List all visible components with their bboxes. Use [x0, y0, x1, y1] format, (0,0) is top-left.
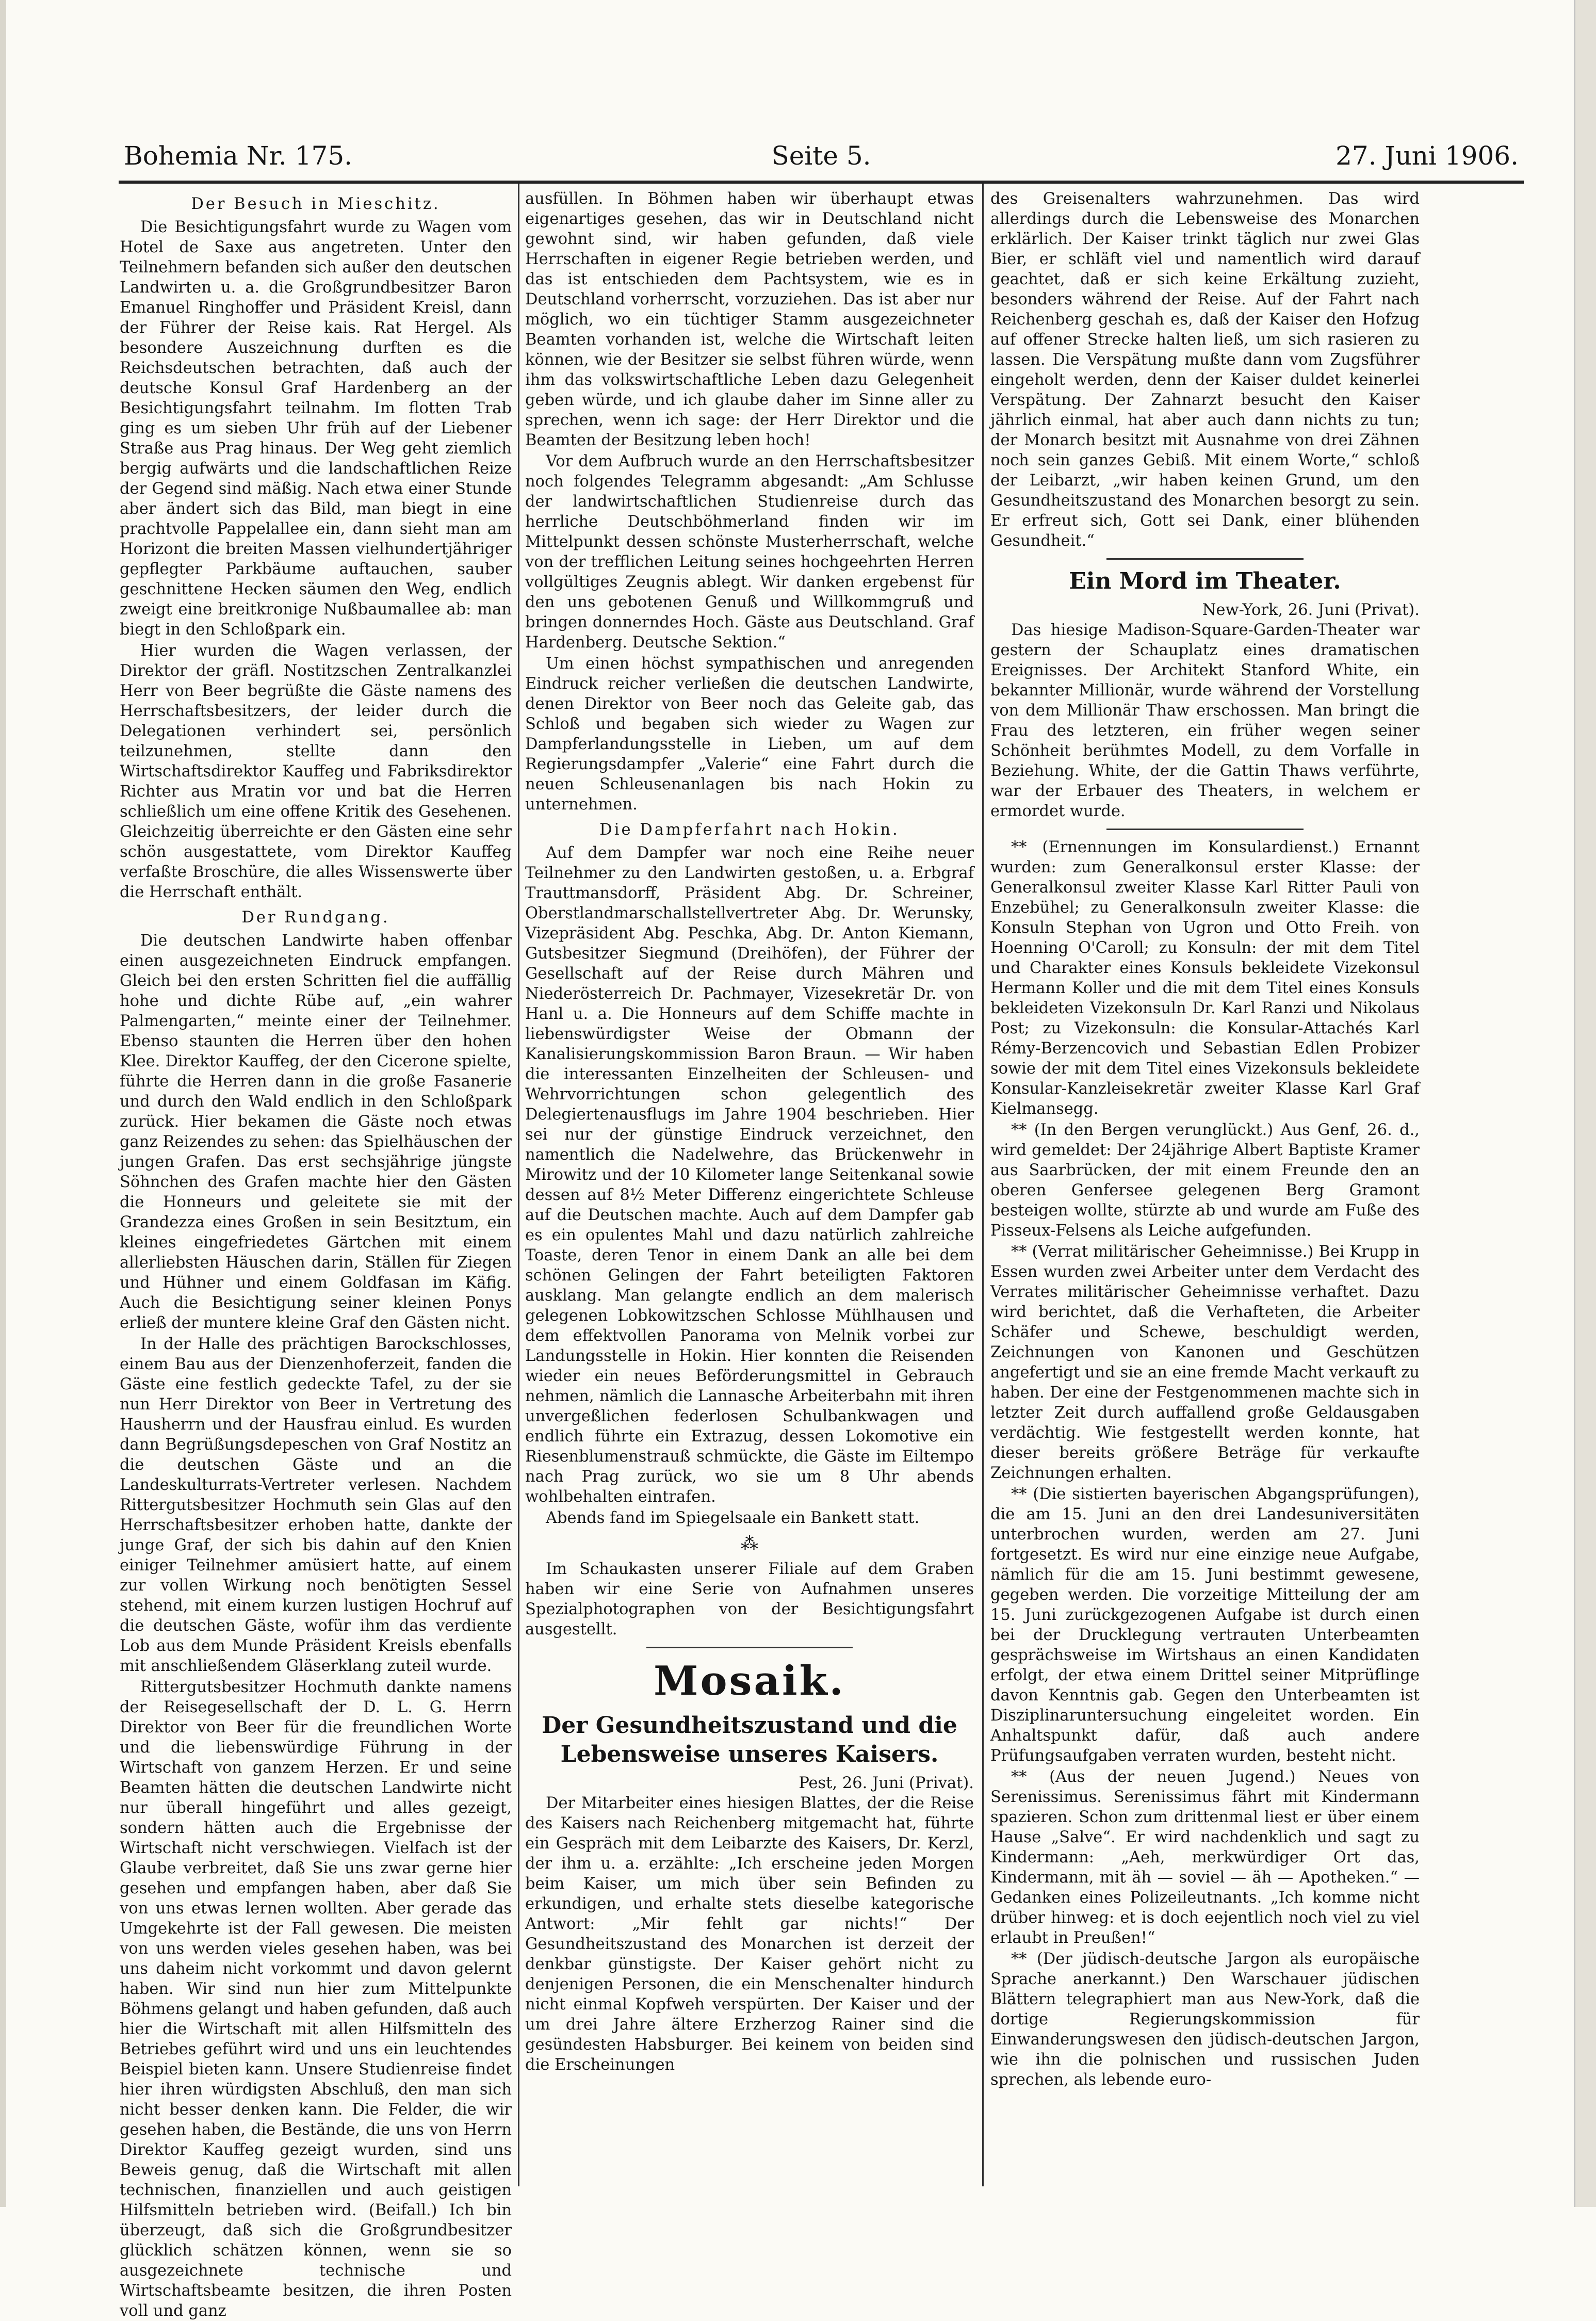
article-paragraph: ** (Ernennungen im Konsulardienst.) Ernannt wurden: zum Generalkonsul erster Klasse: der Generalkonsul zweiter Klasse Karl Ritter Pauli von Enzebühel; zu Generalkonsuln zweiter Klasse: die Konsuln Stephan von Ugron und Otto Freih. von Hoenning O'Caroll; zu Konsuln: der mit dem Titel und Charakter eines Konsuls bekleidete Vizekonsul Hermann Koller und die mit dem Titel eines Konsuls bekleideten Vizekonsuln Dr. Karl Ranzi und Nikolaus Post; zu Vizekonsuln: die Konsular-Attachés Karl Rémy-Berzencovich und Sebastian Edlen Probizer sowie der mit dem Titel eines Vizekonsuls bekleidete Konsular-Kanzleisekretär zweiter Klasse Karl Graf Kielmansegg. — [990, 838, 1420, 1118]
article-paragraph: des Greisenalters wahrzunehmen. Das wird allerdings durch die Lebensweise des Monarchen erklärlich. Der Kaiser trinkt täglich nur zwei Glas Bier, er schläft viel und namentlich wird darauf geachtet, daß er sich keine Erkältung zuzieht, besonders während der Reise. Auf der Fahrt nach Reichenberg geschah es, daß der Kaiser den Hofzug auf offener Strecke halten ließ, um sich rasieren zu lassen. Die Verspätung mußte dann vom Zugsführer eingeholt werden, denn der Kaiser duldet keinerlei Verspätung. Der Zahnarzt besucht den Kaiser jährlich einmal, hat aber auch dann nichts zu tun; der Monarch besitzt mit Ausnahme von drei Zähnen noch sein ganzes Gebiß. Mit einem Worte,“ schloß der Leibarzt, „wir haben keinen Grund, um den Gesundheitszustand des Monarchen besorgt zu sein. Er erfreut sich, Gott sei Dank, einer blühenden Gesundheit.“ — [990, 190, 1420, 550]
section-subheading: Der Besuch in Mieschitz. — [191, 195, 441, 213]
page-number: Seite 5. — [771, 141, 871, 171]
page-edge-left — [0, 0, 6, 2207]
article-paragraph: Im Schaukasten unserer Filiale auf dem Graben haben wir eine Serie von Aufnahmen unseres Spezialphotographen von der Besichtigungsfahrt ausgestellt. — [525, 1560, 974, 1638]
page-edge-right — [1574, 0, 1596, 2207]
section-subheading: Die Dampferfahrt nach Hokin. — [599, 821, 900, 839]
section-title: Mosaik. — [654, 1658, 845, 1705]
article-headline: Der Gesundheitszustand und die Lebensweise unseres Kaisers. — [542, 1712, 957, 1767]
column-3 — [990, 189, 1420, 2176]
article-paragraph: Die deutschen Landwirte haben offenbar einen ausgezeichneten Eindruck empfangen. Gleich bei den ersten Schritten fiel die auffällig hohe und dichte Rübe auf, „ein wahrer Palmengarten,“ meinte einer der Teilnehmer. Ebenso staunten die Herren über den hohen Klee. Direktor Kauffeg, der den Cicerone spielte, führte die Herren dann in die große Fasanerie und durch den Wald endlich in den Schloßpark zurück. Hier bekamen die Gäste noch etwas ganz Reizendes zu sehen: das Spielhäuschen der jungen Grafen. Das erst sechsjährige jüngste Söhnchen des Grafen machte hier den Gästen die Honneurs und geleitete sie mit der Grandezza eines Großen in sein Besitztum, ein kleines eingefriedetes Gärtchen mit einem allerliebsten Häuschen darin, Ställen für Ziegen und Hühner und einem Goldfasan im Käfig. Auch die Besichtigung seiner kleinen Ponys erließ der muntere kleine Graf den Gästen nicht. — [120, 932, 512, 1332]
article-paragraph: Das hiesige Madison-Square-Garden-Theater war gestern der Schauplatz eines dramatischen Ereignisses. Der Architekt Stanford White, ein bekannter Millionär, wurde während der Vorstellung von dem Millionär Thaw erschossen. Man bringt die Frau des letzteren, ein früher wegen seiner Schönheit berühmtes Modell, zu dem Vorfalle in Beziehung. White, der die Gattin Thaws verführte, war der Erbauer des Theaters, in welchem er ermordet wurde. — [990, 621, 1420, 820]
newspaper-issue: Bohemia Nr. 175. — [124, 141, 353, 171]
section-subheading: Der Rundgang. — [241, 908, 390, 927]
column-rule-1 — [518, 184, 519, 2186]
article-headline: Ein Mord im Theater. — [1069, 568, 1341, 594]
article-paragraph: ** (Die sistierten bayerischen Abgangsprüfungen), die am 15. Juni an den drei Landesuniversitäten unterbrochen wurden, werden am 27. Juni fortgesetzt. Es wird nur eine einzige neue Aufgabe, nämlich für die am 15. Juni bestimmt gewesene, gegeben werden. Die vorzeitige Mitteilung der am 15. Juni zurückgezogenen Aufgabe ist durch einen bei der Drucklegung vertrauten Unterbeamten gesprächsweise im Wirtshaus an einen Kandidaten erfolgt, der etwa einem Drittel seiner Mitprüflinge davon Kenntnis gab. Gegen den Unterbeamten ist Disziplinaruntersuchung eingeleitet worden. Ein Anhaltspunkt dafür, daß auch andere Prüfungsaufgaben verraten wurden, besteht nicht. — [990, 1485, 1420, 1765]
article-paragraph: Abends fand im Spiegelsaale ein Bankett statt. — [546, 1509, 920, 1527]
section-separator — [1106, 558, 1304, 560]
article-paragraph: ** (Verrat militärischer Geheimnisse.) Bei Krupp in Essen wurden zwei Arbeiter unter dem Verdacht des Verrates militärischer Geheimnisse verhaftet. Dazu wird berichtet, daß die Verhafteten, die Arbeiter Schäfer und Schewe, beschuldigt werden, Zeichnungen von Kanonen und Geschützen angefertigt und sie an eine fremde Macht verkauft zu haben. Der eine der Festgenommenen machte sich in letzter Zeit durch auffallend große Geldausgaben verdächtig. Wie festgestellt werden konnte, hat dieser bereits größere Beträge für verkaufte Zeichnungen erhalten. — [990, 1243, 1420, 1482]
article-dateline: Pest, 26. Juni (Privat). — [799, 1774, 974, 1792]
column-rule-2 — [982, 184, 984, 2186]
article-paragraph: Rittergutsbesitzer Hochmuth dankte namens der Reisegesellschaft der D. L. G. Herrn Direktor von Beer für die freundlichen Worte und die liebenswürdige Führung in der Wirtschaft von ganzem Herzen. Er und seine Beamten hätten die deutschen Landwirte nicht nur überall hingeführt und alles gezeigt, sondern hätten auch die Ergebnisse der Wirtschaft nicht verschwiegen. Vielfach ist der Glaube verbreitet, daß Sie uns zwar gerne hier gesehen und empfangen haben, aber daß Sie von uns etwas lernen wollten. Aber gerade das Umgekehrte ist der Fall gewesen. Die meisten von uns werden vieles gesehen haben, was bei uns daheim nicht vorkommt und davon gelernt haben. Wir sind nun hier zum Mittelpunkte Böhmens gelangt und haben gefunden, daß auch hier die Wirtschaft mit allen Hilfsmitteln des Betriebes geführt wird und uns ein leuchtendes Beispiel bieten kann. Unsere Studienreise findet hier ihren würdigsten Abschluß, den man sich nicht besser denken kann. Die Felder, die wir gesehen haben, die Bestände, die uns von Herrn Direktor Kauffeg gezeigt wurden, sind uns Beweis genug, daß die Wirtschaft mit allen technischen, finanziellen und auch geistigen Hilfsmitteln betrieben wird. (Beifall.) Ich bin überzeugt, daß sich die Großgrundbesitzer glücklich schätzen können, wenn sie so ausgezeichnete technische und Wirtschaftsbeamte besitzen, die ihren Posten voll und ganz — [120, 1678, 512, 2320]
article-paragraph: ** (In den Bergen verunglückt.) Aus Genf, 26. d., wird gemeldet: Der 24jährige Albert Baptiste Kramer aus Saarbrücken, der mit einem Freunde den an oberen Genfersee gelegenen Berg Gramont besteigen wollte, stürzte ab und wurde am Fuße des Pisseux-Felsens als Leiche aufgefunden. — [990, 1121, 1420, 1240]
section-separator — [1106, 829, 1304, 830]
article-dateline: New-York, 26. Juni (Privat). — [1202, 601, 1420, 619]
article-paragraph: In der Halle des prächtigen Barockschlosses, einem Bau aus der Dienzenhoferzeit, fanden die Gäste eine festlich gedeckte Tafel, zu der sie nun Herr Direktor von Beer in Vertretung des Hausherrn und der Hausfrau einlud. Es wurden dann Begrüßungsdepeschen von Graf Nostitz an die deutschen Gäste und an die Landeskulturrats-Vertreter verlesen. Nachdem Rittergutsbesitzer Hochmuth sein Glas auf den Herrschaftsbesitzer erhoben hatte, dankte der junge Graf, der sich bis dahin auf den Knien einiger Teilnehmer amüsiert hatte, auf einem zur vollen Wirkung noch benötigten Sessel stehend, mit einem kurzen lustigen Hochruf auf die deutschen Gäste, wofür ihm das verdiente Lob aus dem Munde Präsident Kreisls ebenfalls mit anschließendem Gläserklang zuteil wurde. — [120, 1335, 512, 1675]
issue-date: 27. Juni 1906. — [1336, 141, 1519, 171]
column-2 — [525, 189, 974, 2176]
article-paragraph: ** (Der jüdisch-deutsche Jargon als europäische Sprache anerkannt.) Den Warschauer jüdischen Blättern telegraphiert man aus New-York, daß die dortige Regierungskommission für Einwanderungswesen den jüdisch-deutschen Jargon, wie ihn die polnischen und russischen Juden sprechen, als lebende euro- — [990, 1950, 1420, 2089]
article-paragraph: Hier wurden die Wagen verlassen, der Direktor der gräfl. Nostitzschen Zentralkanzlei Herr von Beer begrüßte die Gäste namens des Herrschaftsbesitzers, der leider durch die Delegationen verhindert sei, persönlich teilzunehmen, stellte dann den Wirtschaftsdirektor Kauffeg und Fabriksdirektor Richter aus Mratin vor und bat die Herren schließlich um eine offene Kritik des Gesehenen. Gleichzeitig überreichte er den Gästen eine sehr schön ausgestattete, vom Direktor Kauffeg verfaßte Broschüre, die alles Wissenswerte über die Herrschaft enthält. — [120, 642, 512, 901]
section-separator — [646, 1647, 853, 1648]
header-rule — [119, 181, 1524, 184]
article-paragraph: Der Mitarbeiter eines hiesigen Blattes, der die Reise des Kaisers nach Reichenberg mitgemacht hat, führte ein Gespräch mit dem Leibarzte des Kaisers, Dr. Kerzl, der ihm u. a. erzählte: „Ich erscheine jeden Morgen beim Kaiser, um mich über sein Befinden zu erkundigen, und erhalte stets dieselbe kategorische Antwort: „Mir fehlt gar nichts!“ Der Gesundheitszustand des Monarchen ist derzeit der denkbar günstigste. Der Kaiser gehört nicht zu denjenigen Personen, die ein Menschenalter hindurch nicht einmal Kopfweh verspürten. Der Kaiser und der um drei Jahre ältere Erzherzog Rainer sind die gesündesten Habsburger. Bei keinem von beiden sind die Erscheinungen — [525, 1794, 974, 2074]
article-paragraph: Vor dem Aufbruch wurde an den Herrschaftsbesitzer noch folgendes Telegramm abgesandt: „Am Schlusse der landwirtschaftlichen Studienreise durch das herrliche Deutschböhmerland finden wir im Mittelpunkt dessen schönste Musterherrschaft, welche von der trefflichen Leitung seines hochgeehrten Herren vollgültiges Zeugnis ablegt. Wir danken ergebenst für den uns gebotenen Genuß und Willkommgruß und bringen donnerndes Hoch. Gäste aus Deutschland. Graf Hardenberg. Deutsche Sektion.“ — [525, 452, 974, 652]
article-paragraph: ausfüllen. In Böhmen haben wir überhaupt etwas eigenartiges gesehen, das wir in Deutschland nicht gewohnt sind, wir haben gefunden, daß viele Herrschaften in eigener Regie betrieben werden, und das ist entschieden dem Pachtsystem, wie es in Deutschland vorherrscht, vorzuziehen. Das ist aber nur möglich, wo ein tüchtiger Stamm ausgezeichneter Beamten vorhanden ist, welche die Wirtschaft leiten können, wie der Besitzer sie selbst führen würde, wenn ihm das volkswirtschaftliche Leben dazu Gelegenheit geben würde, und ich glaube daher im Sinne aller zu sprechen, wenn ich sage: der Herr Direktor und die Beamten der Besitzung leben hoch! — [525, 190, 974, 449]
article-paragraph: Um einen höchst sympathischen und anregenden Eindruck reicher verließen die deutschen Landwirte, denen Direktor von Beer noch das Geleite gab, das Schloß und begaben sich wieder zu Wagen zur Dampferlandungsstelle in Lieben, um auf dem Regierungsdampfer „Valerie“ eine Fahrt durch die neuen Schleusenanlagen bis nach Hokin zu unternehmen. — [525, 655, 974, 814]
article-paragraph: Die Besichtigungsfahrt wurde zu Wagen vom Hotel de Saxe aus angetreten. Unter den Teilnehmern befanden sich außer den deutschen Landwirten u. a. die Großgrundbesitzer Baron Emanuel Ringhoffer und Präsident Kreisl, dann der Führer der Reise kais. Rat Hergel. Als besondere Auszeichnung durften es die Reichsdeutschen betrachten, daß auch der deutsche Konsul Graf Hardenberg an der Besichtigungsfahrt teilnahm. Im flotten Trab ging es um sieben Uhr früh auf der Liebener Straße aus Prag hinaus. Der Weg geht ziemlich bergig aufwärts und die landschaftlichen Reize der Gegend sind mäßig. Nach etwa einer Stunde aber ändert sich das Bild, man biegt in eine prachtvolle Pappelallee ein, dann sieht man am Horizont die breiten Massen vielhundertjähriger gepflegter Parkbäume auftauchen, sauber geschnittene Hecken säumen den Weg, endlich zweigt eine breitkronige Nußbaumallee ab: man biegt in den Schloßpark ein. — [120, 218, 512, 639]
column-1 — [120, 189, 512, 2320]
article-paragraph: Auf dem Dampfer war noch eine Reihe neuer Teilnehmer zu den Landwirten gestoßen, u. a. Erbgraf Trauttmansdorff, Präsident Abg. Dr. Schreiner, Oberstlandmarschallstellvertreter Abg. Dr. Werunsky, Vizepräsident Abg. Peschka, Abg. Dr. Anton Kiemann, Gutsbesitzer Siegmund (Dreihöfen), der Führer der Gesellschaft auf der Reise durch Mähren und Niederösterreich Dr. Pachmayer, Vizesekretär Dr. von Hanl u. a. Die Honneurs auf dem Schiffe machte in liebenswürdigster Weise der Obmann der Kanalisierungskommission Baron Braun. — Wir haben die interessanten Einzelheiten der Schleusen- und Wehrvorrichtungen schon gelegentlich des Delegiertenausflugs im Jahre 1904 beschrieben. Hier sei nur der günstige Eindruck verzeichnet, den namentlich die Nadelwehre, das Brückenwehr in Mirowitz und der 10 Kilometer lange Seitenkanal sowie dessen auf 8½ Meter Differenz eingerichtete Schleuse auf die Deutschen machte. Auch auf dem Dampfer gab es ein opulentes Mahl und dazu natürlich zahlreiche Toaste, deren Tenor in einem Dank an alle bei dem schönen Gelingen der Fahrt beteiligten Faktoren ausklang. Man gelangte endlich an dem malerisch gelegenen Lobkowitzschen Schlosse Mühlhausen und dem effektvollen Panorama von Melnik vorbei zur Landungsstelle in Hokin. Hier konnten die Reisenden wieder ein neues Beförderungsmittel in Gebrauch nehmen, nämlich die Lannasche Arbeiterbahn mit ihren unvergeßlichen federlosen Schulbankwagen und endlich führte ein Extrazug, dessen Lokomotive ein Riesenblumenstrauß schmückte, die Gäste im Eiltempo nach Prag zurück, wo sie um 8 Uhr abends wohlbehalten eintrafen. — [525, 844, 974, 1506]
article-paragraph: ** (Aus der neuen Jugend.) Neues von Serenissimus. Serenissimus fährt mit Kindermann spazieren. Schon zum drittenmal liest er über einem Hause „Salve“. Er wird nachdenklich und sagt zu Kindermann: „Aeh, merkwürdiger Ort das, Kindermann, mit äh — soviel — äh — Apotheken.“ — Gedanken eines Polizeileutnants. „Ich komme nicht drüber hinweg: et is doch eejentlich noch viel zu viel erlaubt in Preußen!“ — [990, 1768, 1420, 1947]
asterism: ⁂ — [741, 1533, 758, 1554]
page-header — [119, 135, 1524, 176]
